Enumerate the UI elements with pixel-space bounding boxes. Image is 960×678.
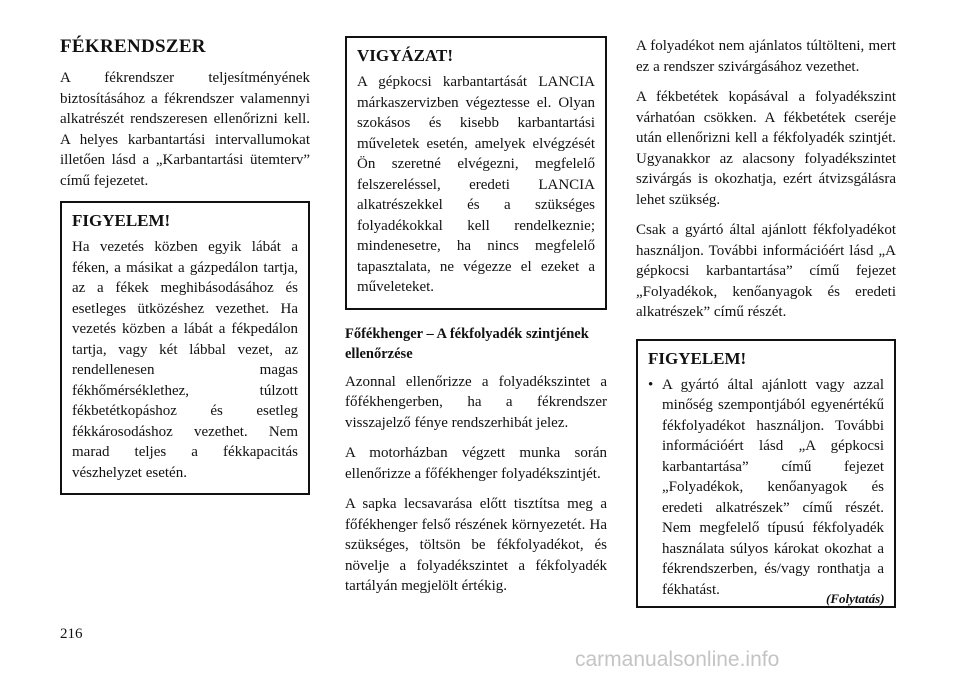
warning-box bbox=[636, 339, 896, 609]
paragraph: A motorházban végzett munka során ellenőrizze a főfékhenger folyadékszintjét. bbox=[345, 445, 607, 482]
section-title: FÉKRENDSZER bbox=[60, 36, 206, 57]
continued-label: (Folytatás) bbox=[826, 591, 885, 606]
paragraph: A sapka lecsavarása előtt tisztítsa meg a főfékhenger felső részének környezetét. Ha szükséges, töltsön be fékfolyadékot, és növelje a folyadékszintet a fékfolyadék tartályán megjelölt értékig. bbox=[345, 496, 607, 594]
paragraph: Azonnal ellenőrizze a folyadékszintet a főfékhengerben, ha a fékrendszer visszajelző fénye rendszerhibát jelez. bbox=[345, 373, 607, 431]
paragraph: A folyadékot nem ajánlatos túltölteni, mert ez a rendszer szivárgásához vezethet. bbox=[636, 38, 896, 75]
column-left bbox=[60, 36, 310, 509]
paragraph: Csak a gyártó által ajánlott fékfolyadékot használjon. További információért lásd „A gépkocsi karbantartása” című fejezet „Folyadékok, kenőanyagok és eredeti alkatrészek” című részét. bbox=[636, 222, 896, 320]
page-number: 216 bbox=[60, 626, 83, 642]
warning-title: FIGYELEM! bbox=[648, 348, 747, 368]
intro-paragraph: A fékrendszer teljesítményének biztosításához a fékrendszer valamennyi alkatrészét rendszeresen ellenőrizni kell. A helyes karbantartási intervallumokat illetően lásd a „Karbantartási ütemterv” című fejezetet. bbox=[60, 70, 310, 189]
watermark: carmanualsonline.info bbox=[575, 648, 780, 671]
warning-list bbox=[648, 375, 884, 601]
caution-box bbox=[345, 36, 607, 310]
subheading: Főfékhenger – A fékfolyadék szintjének ellenőrzése bbox=[345, 325, 589, 362]
bullet-icon: • bbox=[648, 376, 654, 393]
caution-text: A gépkocsi karbantartását LANCIA márkaszervizben végeztesse el. Olyan szokásos és kisebb karbantartási műveletek esetén, amelyek elvégzését Ön szeretné elvégezni, megfelelő felszereléssel, eredeti LANCIA alkatrészekkel és a szükséges folyadékokkal kell rendelkeznie; mindenesetre, ha nincs megfelelő tapasztalata, ne végezze el ezeket a műveleteket. bbox=[357, 74, 595, 295]
paragraph: A fékbetétek kopásával a folyadékszint várhatóan csökken. A fékbetétek cseréje után ellenőrizni kell a fékfolyadék szintjét. Ugyanakkor az alacsony folyadékszintet szivárgás is okozhatja, ezért átvizsgálásra lehet szükség. bbox=[636, 89, 896, 208]
warning-list-item bbox=[648, 375, 884, 601]
warning-box bbox=[60, 201, 310, 495]
column-right bbox=[636, 36, 896, 622]
caution-title: VIGYÁZAT! bbox=[357, 46, 454, 65]
warning-text: Ha vezetés közben egyik lábát a féken, a másikat a gázpedálon tartja, az a fékek meghibásodásához és esetleges ütközéshez vezethet. Ha vezetés közben a lábát a fékpedálon tartja, vagy két lábbal vezet, az rendellenesen magas fékhőmérséklethez, túlzott fékbetétkopáshoz és esetleg fékkárosodáshoz vezethet. Nem marad teljes a fékkapacitás vészhelyzet esetén. bbox=[72, 239, 298, 481]
warning-item-text: A gyártó által ajánlott vagy azzal minőség szempontjából egyenértékű fékfolyadékot használjon. További információért lásd „A gépkocsi karbantartása” című fejezet „Folyadékok, kenőanyagok és eredeti alkatrészek” című részét. Nem megfelelő típusú fékfolyadék használata súlyos károkat okozhat a fékrendszerben, és/vagy ronthatja a fékhatást. bbox=[662, 376, 884, 598]
warning-title: FIGYELEM! bbox=[72, 211, 171, 230]
column-middle bbox=[345, 36, 607, 607]
